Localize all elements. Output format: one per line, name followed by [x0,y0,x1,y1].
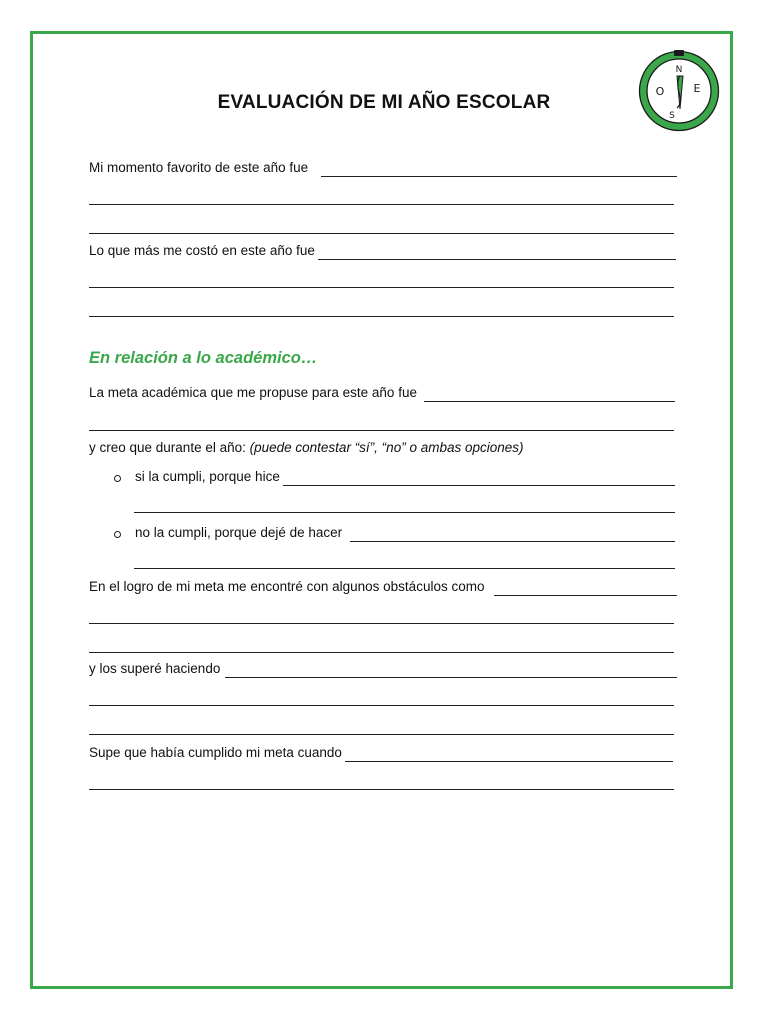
section-heading: En relación a lo académico… [89,349,318,367]
compass-icon [636,46,722,132]
option-yes: si la cumpli, porque hice [135,469,280,484]
answer-line[interactable] [89,287,674,288]
question-academic-goal: La meta académica que me propuse para este año fue [89,385,417,400]
compass-south: S [669,111,675,121]
compass-west: O [655,85,665,98]
answer-line[interactable] [225,677,677,678]
answer-line[interactable] [321,176,677,177]
answer-line[interactable] [345,761,673,762]
answer-line[interactable] [89,233,674,234]
answer-line[interactable] [89,734,674,735]
answer-line[interactable] [318,259,676,260]
during-year-prompt [89,440,524,455]
answer-line[interactable] [89,430,674,431]
page-title: EVALUACIÓN DE MI AÑO ESCOLAR [217,92,551,113]
answer-line[interactable] [89,623,674,624]
during-year-label: y creo que durante el año: [89,440,246,455]
answer-line[interactable] [89,652,674,653]
compass-north: N [675,65,683,75]
answer-line[interactable] [89,789,674,790]
answer-line[interactable] [89,705,674,706]
question-overcame: y los superé haciendo [89,661,221,676]
answer-line[interactable] [134,512,675,513]
answer-line[interactable] [134,568,675,569]
option-bullet [114,475,121,482]
answer-line[interactable] [89,204,674,205]
question-hardest-part: Lo que más me costó en este año fue [89,243,315,258]
answer-line[interactable] [350,541,675,542]
answer-line[interactable] [283,485,675,486]
answer-line[interactable] [89,316,674,317]
question-obstacles: En el logro de mi meta me encontré con algunos obstáculos como [89,579,485,594]
during-year-note: (puede contestar “sí”, “no” o ambas opciones) [249,440,524,455]
answer-line[interactable] [424,401,675,402]
option-bullet [114,531,121,538]
question-favorite-moment: Mi momento favorito de este año fue [89,160,309,175]
compass-east: E [693,82,701,95]
answer-line[interactable] [494,595,677,596]
question-achieved: Supe que había cumplido mi meta cuando [89,745,342,760]
option-no: no la cumpli, porque dejé de hacer [135,525,343,540]
